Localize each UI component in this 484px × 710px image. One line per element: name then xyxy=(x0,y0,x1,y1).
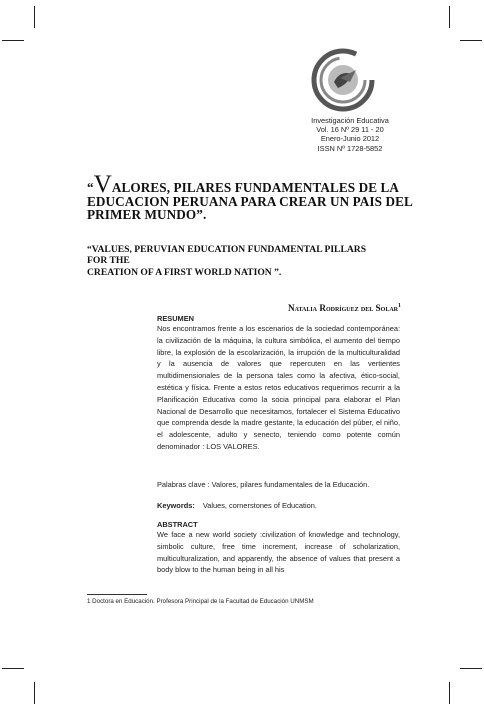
abstract-text: We face a new world society :civilization of knowledge and technology, simbolic culture, free time increment, increase of scholarization, multiculturalization, and apparently, the absence of values that present a body blow to the human being in all his xyxy=(157,530,400,575)
crop-mark xyxy=(449,682,450,704)
footnote-divider xyxy=(87,594,147,595)
crop-mark xyxy=(460,668,482,669)
resumen-heading: RESUMEN xyxy=(157,314,194,323)
title-english xyxy=(87,244,417,278)
title-open-quote: “ xyxy=(87,180,94,195)
author-name-block xyxy=(288,303,401,313)
title-drop-letter: V xyxy=(93,171,112,198)
journal-name: Investigación Educativa xyxy=(311,116,389,125)
crop-mark xyxy=(2,668,24,669)
resumen-text: Nos encontramos frente a los escenarios de la sociedad contemporánea: la civilización de la máquina, la cultura simbólica, el aumento del tiempo libre, la explosión de la escolarización, la irrupción de la multiculturalidad y la ausencia de valores que repercuten en las vertientes multidimensionales de la persona tales como la afectiva, ético-social, estética y física. Frente a estos retos educativos requerimos recurrir a la Planificación Educativa como la socia principal para elaborar el Plan Nacional de Desarrollo que necesitamos, fortalecer el Sistema Educativo que comprenda desde la madre gestante, la educación del púber, el niño, el adolescente, adulto y senecto, teniendo como potente común denominador : LOS VALORES. xyxy=(157,324,400,451)
journal-logo xyxy=(310,48,376,112)
title-english-line: CREATION OF A FIRST WORLD NATION ”. xyxy=(87,266,282,278)
title-english-line: FOR THE xyxy=(87,255,130,267)
journal-issue: Enero-Junio 2012 xyxy=(320,134,380,144)
title-spanish-text: ALORES, PILARES FUNDAMENTALES DE LA EDUCACION PERUANA PARA CREAR UN PAIS DEL PRIMER MUNDO”. xyxy=(87,180,413,222)
title-spanish xyxy=(87,171,417,222)
journal-volume: Vol. 16 Nº 29 11 - 20 xyxy=(316,125,384,135)
author-name: Natalia Rodríguez del Solar xyxy=(287,303,398,314)
abstract-heading: ABSTRACT xyxy=(157,520,198,529)
crop-mark xyxy=(2,40,24,41)
journal-issn: ISSN Nº 1728-5852 xyxy=(317,143,383,153)
author-footnote-ref: 1 xyxy=(398,303,401,309)
palabras-clave xyxy=(157,480,400,489)
crop-mark xyxy=(460,40,482,41)
footnote: 1 Doctora en Educación. Profesora Principal de la Facultad de Educación UNMSM xyxy=(87,598,314,605)
journal-info xyxy=(300,116,400,153)
resumen-section xyxy=(157,314,400,453)
keywords-line xyxy=(157,501,400,510)
crop-mark xyxy=(34,682,35,704)
keywords-label: Keywords: xyxy=(157,501,195,510)
crop-mark xyxy=(34,6,35,28)
keywords-text: Values, cornerstones of Education. xyxy=(202,501,317,510)
abstract-section xyxy=(157,520,400,576)
crop-mark xyxy=(449,6,450,28)
title-english-line: “VALUES, PERUVIAN EDUCATION FUNDAMENTAL PILLARS xyxy=(87,244,367,255)
palabras-clave-text: Palabras clave : Valores, pilares fundamentales de la Educación. xyxy=(157,480,370,489)
